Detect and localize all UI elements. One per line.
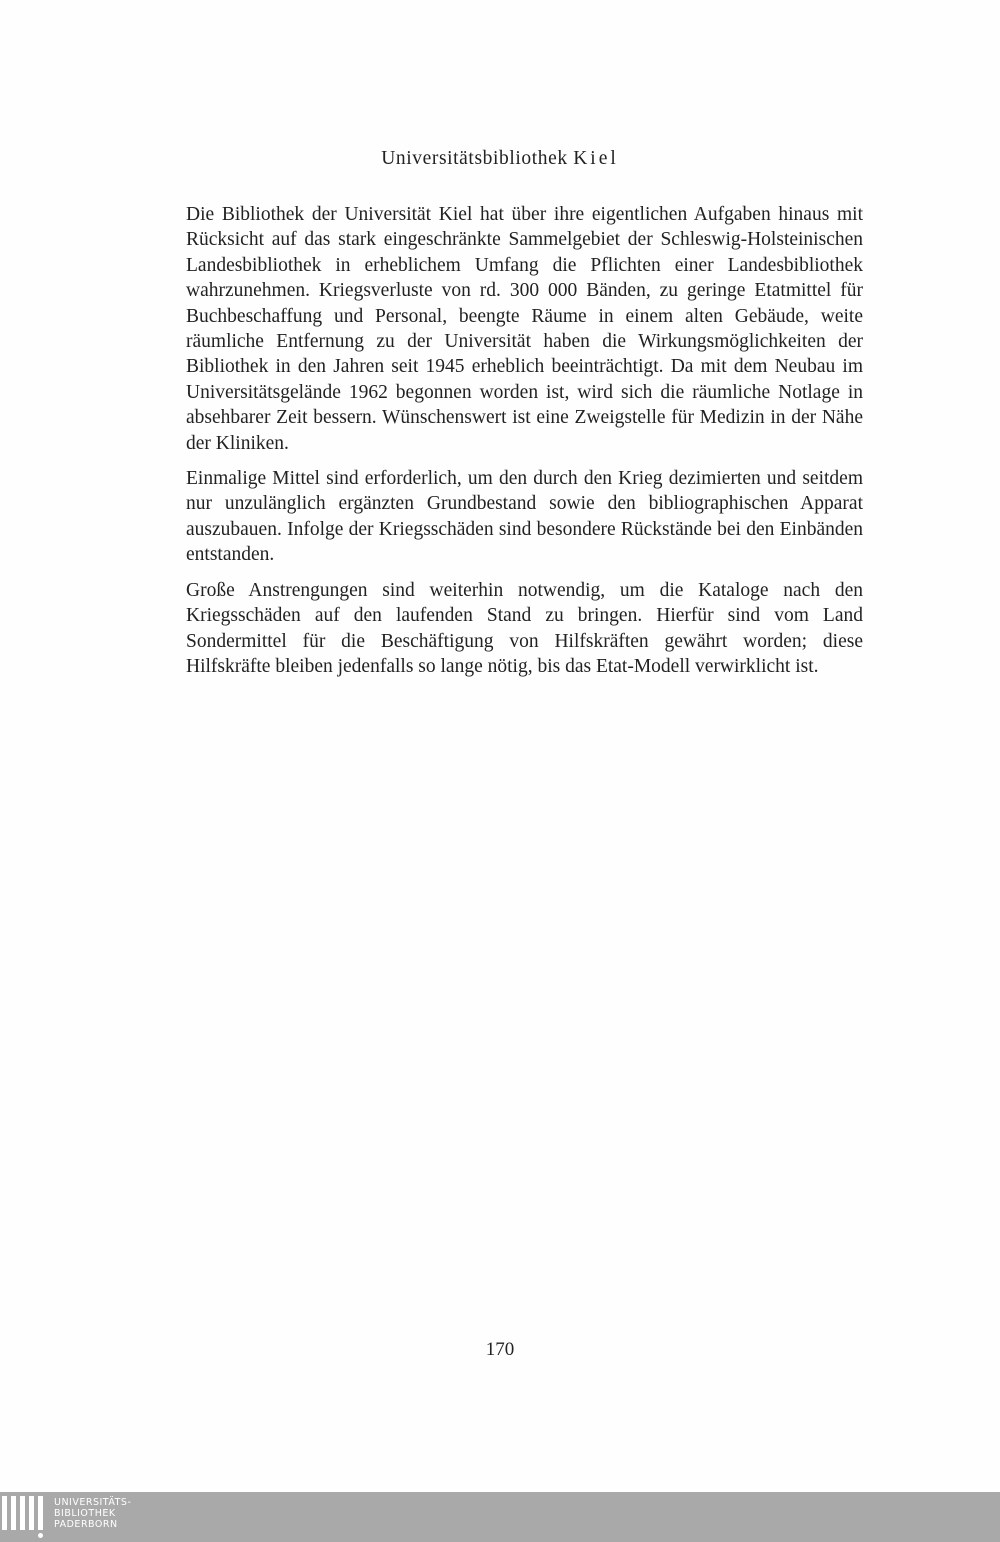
page-number: 170 [485,1339,515,1360]
footer-bar [0,1492,1000,1542]
logo-line-2: BIBLIOTHEK [54,1508,116,1519]
paragraph-1: Die Bibliothek der Universität Kiel hat über ihre eigentlichen Aufgaben hinaus mit Rücksicht auf das stark eingeschränkte Sammelgebiet der Schleswig-Holsteinischen Landesbibliothek in erheblichem Umfang die Pflichten einer Landesbibliothek wahrzunehmen. Kriegsverluste von rd. 300 000 Bänden, zu geringe Etatmittel für Buchbeschaffung und Personal, beengte Räume in einem alten Gebäude, weite räumliche Entfernung zu der Universität haben die Wirkungsmöglichkeiten der Bibliothek in den Jahren seit 1945 erheblich beeinträchtigt. Da mit dem Neubau im Universitätsgelände 1962 begonnen worden ist, wird sich die räumliche Notlage in absehbarer Zeit bessern. Wünschenswert ist eine Zweigstelle für Medizin in der Nähe der Kliniken. [186,204,863,454]
paragraph-2: Einmalige Mittel sind erforderlich, um den durch den Krieg dezimierten und seitdem nur unzulänglich ergänzten Grundbestand sowie den bibliographischen Apparat auszubauen. Infolge der Kriegsschäden sind besondere Rückstände bei den Einbänden entstanden. [186,468,863,566]
library-logo-icon [2,1496,46,1538]
library-logo-text [54,1497,131,1530]
title-city: Kiel [573,148,619,169]
logo-line-3: PADERBORN [54,1519,118,1530]
logo-line-1: UNIVERSITÄTS- [54,1497,132,1508]
title-main: Universitätsbibliothek [381,148,568,169]
body-text [186,202,863,689]
library-logo [2,1496,131,1540]
page-title [0,147,1000,171]
paragraph-3: Große Anstrengungen sind weiterhin notwendig, um die Kataloge nach den Kriegsschäden auf den laufenden Stand zu bringen. Hierfür sind vom Land Sondermittel für die Beschäftigung von Hilfskräften gewährt worden; diese Hilfskräfte bleiben jedenfalls so lange nötig, bis das Etat-Modell verwirklicht ist. [186,579,863,677]
